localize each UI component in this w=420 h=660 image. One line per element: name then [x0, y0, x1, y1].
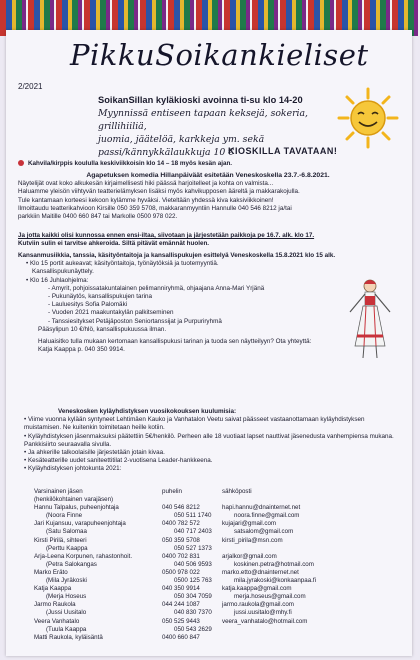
- table-row: [34, 609, 404, 617]
- table-row: [34, 577, 404, 585]
- agapetus-section: [18, 172, 398, 221]
- association-item: • Kesäteatterille uudet saniteettitilat 2-vuotisena Leader-hankkeena.: [24, 457, 213, 465]
- table-row: [34, 593, 404, 601]
- board-email: [234, 545, 394, 553]
- program-item: - Tanssiesitykset Petäjäposton Seniortanssijat ja Purpuriryhmä: [48, 317, 222, 325]
- ticket-fee: Pääsylipun 10 €/hlö, kansallispukuussa ilman.: [38, 325, 167, 333]
- board-member: Katja Kaappa: [34, 585, 72, 593]
- board-phone: 050 525 9443: [162, 617, 200, 625]
- folk-costume-figure: [344, 276, 396, 367]
- board-email: jarmo.raukola@gmail.com: [222, 601, 294, 609]
- board-email: kirsti_pirila@msn.com: [222, 536, 283, 544]
- board-header-phone: puhelin: [162, 488, 182, 495]
- table-row: [34, 512, 404, 520]
- board-phone: 0400 660 847: [162, 633, 200, 641]
- board-email: veera_vanhatalo@hotmail.com: [222, 617, 308, 625]
- board-member: Jarmo Raukola: [34, 601, 76, 609]
- board-phone: 040 717 2403: [174, 528, 212, 536]
- table-row: [34, 634, 404, 642]
- agapetus-line: Tule kantamaan korteesi kekoon kylämme hyväksi. Vieteltään yhdessä kiva kaksiviikkoinen!: [18, 196, 274, 204]
- agapetus-line: Haluamme yleisön viihtyvän teatterielämyksen lisäksi myös kahvikupposen ääreltä ja makkarakojulla.: [18, 188, 300, 196]
- board-header-row: [34, 488, 404, 496]
- board-phone: 0500 125 763: [174, 577, 212, 585]
- association-heading: Veneskosken kyläyhdistyksen vuosikokouksen kuulumisia:: [58, 408, 237, 415]
- association-section: [18, 408, 398, 474]
- board-member: Veera Vanhatalo: [34, 617, 80, 625]
- board-phone: 050 527 1373: [174, 544, 212, 552]
- costume-invite: Haluaisitko tulla mukaan kertomaan kansallispukusi tarinan ja tuoda sen näytteilyyn? Ota yhteyttä:: [38, 338, 312, 346]
- board-phone: 040 506 9593: [174, 560, 212, 568]
- board-phone: 040 830 7370: [174, 609, 212, 617]
- table-row: [34, 618, 404, 626]
- board-phone: 050 359 5708: [162, 536, 200, 544]
- cleanup-note: Ja jotta kaikki olisi kunnossa ennen ensi-iltaa, siivotaan ja järjestetään paikkoja pe 16.7. alk. klo 17. Kutviin sulin ei tarvitse ahkeroida. Siltä pitävät emännät huolen.: [18, 232, 315, 248]
- table-row: [34, 569, 404, 577]
- board-member: Matti Raukola, kyläisäntä: [34, 633, 103, 641]
- board-member: (Noora Finne: [46, 512, 83, 520]
- board-member: (Merja Hoseus: [46, 593, 87, 601]
- board-phone: 0500 978 022: [162, 568, 200, 576]
- table-row: [34, 626, 404, 634]
- board-phone: 040 546 8212: [162, 504, 200, 512]
- association-item: • Ja ahkerille talkoolaisille järjestetään jotain kivaa.: [24, 449, 165, 457]
- board-phone: 050 511 1740: [174, 512, 212, 520]
- table-row: [34, 585, 404, 593]
- board-phone: 050 304 7059: [174, 593, 212, 601]
- newsletter-title: PikkuSoikankieliset: [70, 38, 369, 72]
- festival-item: Kansallispukunäyttely.: [32, 268, 94, 276]
- agapetus-heading: Agapetuksen komedia Hillanpäiväät esitetään Veneskoskella 23.7.-6.8.2021.: [86, 172, 330, 179]
- table-row: [34, 504, 404, 512]
- program-item: - Lauluesitys Sofia Palomäki: [48, 301, 128, 309]
- festival-item: • Klo 15 portit aukeavat; käsityöntaitoja, työnäytöksiä ja tuotemyyntiä.: [26, 260, 219, 268]
- agapetus-line: Ilmoittaudu teatterikahvioon Kirsille 050 359 5708, makkaranmyyntiin Hannulle 040 546 8212 ja/tai: [18, 204, 292, 212]
- agapetus-line: parkkiin Maitille 0400 660 847 tai Markolle 0500 978 022.: [18, 213, 178, 221]
- board-header-member: Varsinainen jäsen: [34, 488, 83, 495]
- table-row: [34, 520, 404, 528]
- table-row: [34, 537, 404, 545]
- board-member: (Jussi Uusitalo: [46, 609, 87, 617]
- board-member: Arja-Leena Korpunen, rahastonhoit.: [34, 552, 133, 560]
- board-table: [34, 488, 404, 642]
- bullet-dot-icon: [18, 160, 24, 166]
- table-row: [34, 553, 404, 561]
- board-phone: 044 244 1087: [162, 601, 200, 609]
- association-item: • Kyläyhdistyksen jäsenmaksuksi päätettiin 5€/henkilö. Perheen alle 18 vuotiaat lapset nauttivat jäsenedusta vanhempiensa mukana. Pankkisiirto seuraavalla sivulla.: [24, 432, 394, 448]
- program-item: - Vuoden 2021 maakuntakylän palkitseminen: [48, 309, 174, 317]
- board-header-email: sähköposti: [222, 488, 252, 495]
- board-subheader-row: [34, 496, 404, 504]
- board-email: satsalom@gmail.com: [234, 528, 294, 536]
- association-item: • Viime vuonna kylään syntyneet Lehtimäen Kauko ja Vanhatalon Veetu saivat päässeet vastaanottamaan kyläyhdistyksen muistamisen. Ne kuitenkin toimitetaan heille kotiin.: [24, 416, 365, 432]
- board-phone: 050 543 2629: [174, 625, 212, 633]
- board-member: Kirsti Pirilä, sihteeri: [34, 536, 87, 544]
- kiosk-heading: SoikanSillan kyläkioski avoinna ti-su klo 14-20: [98, 95, 303, 105]
- board-member: (Mila Jyräkoski: [46, 577, 87, 585]
- board-phone: 0400 782 572: [162, 520, 200, 528]
- table-row: [34, 545, 404, 553]
- board-member: Hannu Talpalus, puheenjohtaja: [34, 504, 119, 512]
- meet-at-kiosk: KIOSKILLA TAVATAAN!: [228, 146, 338, 156]
- festival-item: • Klo 16 Juhlaohjelma:: [26, 276, 89, 284]
- board-email: mila.jyrakoski@konkaanpaa.fi: [234, 577, 316, 585]
- program-item: - Amyrit, pohjoissatakuntalainen pelimanniryhmä, ohjaajana Anna-Mari Yrjänä: [48, 284, 265, 292]
- board-email: [222, 634, 382, 642]
- program-item: - Pukunäytös, kansallispukujen tarina: [48, 293, 152, 301]
- kiosk-line: juomia, jäätelöä, karkkeja ym. sekä passi/kännykkälaukkuja 10 €: [98, 134, 265, 158]
- board-email: merja.hoseus@gmail.com: [234, 593, 306, 601]
- board-member: (Perttu Kaappa: [46, 544, 88, 552]
- board-email: koskinen.petra@hotmail.com: [234, 560, 314, 568]
- board-email: jussi.uusitalo@mhy.fi: [234, 609, 292, 617]
- board-subheader: (henkilökohtainen varajäsen): [34, 496, 114, 504]
- table-row: [34, 528, 404, 536]
- table-row: [34, 601, 404, 609]
- board-member: (Tuula Kaappa: [46, 625, 87, 633]
- board-email: noora.finne@gmail.com: [234, 512, 300, 520]
- board-member: (Petra Salokangas: [46, 560, 97, 568]
- festival-section: [18, 252, 398, 354]
- agapetus-line: Näytelijät ovat koko alkukesän kirjaimellisesti hiki päässä harjoitelleet ja kohta on valmista...: [18, 180, 274, 188]
- kiosk-line: Myynnissä entiseen tapaan keksejä, sokeria, grillihiiliä,: [98, 108, 308, 132]
- newsletter-page: [6, 30, 412, 656]
- table-row: [34, 561, 404, 569]
- board-phone: 0400 702 831: [162, 552, 200, 560]
- board-phone: 040 350 9914: [162, 585, 200, 593]
- board-member: Jari Kujansuu, varapuheenjohtaja: [34, 520, 126, 528]
- board-member: (Satu Salomaa: [46, 528, 87, 536]
- festival-heading: Kansanmusiikkia, tanssia, käsityöntaitoja ja kansallispukujen esittelyä Veneskoskella 15.8.2021 klo 15 alk.: [18, 252, 336, 259]
- costume-contact: Katja Kaappa p. 040 350 9914.: [38, 346, 125, 354]
- board-email: hapi.hannu@dnainternet.net: [222, 504, 301, 512]
- association-item: • Kyläyhdistyksen johtokunta 2021:: [24, 465, 122, 473]
- board-member: Marko Eräto: [34, 568, 68, 576]
- board-email: arjalkor@gmail.com: [222, 552, 277, 560]
- issue-number: 2/2021: [18, 82, 43, 91]
- board-email: kujajari@gmail.com: [222, 520, 277, 528]
- board-email: marko.etto@dnainternet.net: [222, 568, 299, 576]
- board-email: katja.kaappa@gmail.com: [222, 585, 292, 593]
- cafe-note: Kahvila/kirppis koululla keskiviikkoisin klo 14 – 18 myös kesän ajan.: [18, 160, 398, 168]
- board-email: [234, 626, 394, 634]
